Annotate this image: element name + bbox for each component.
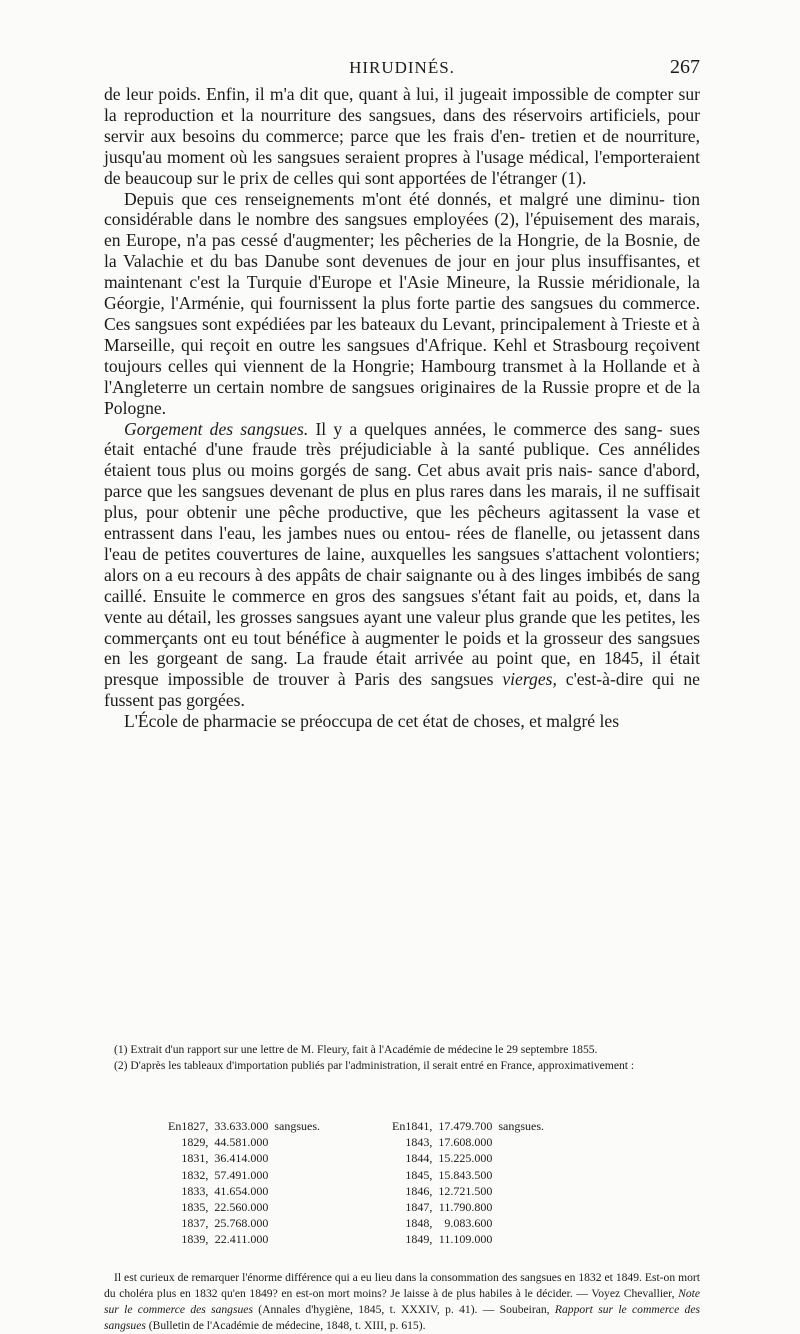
closing-footnote: [104, 1270, 700, 1334]
year-cell: 1833,: [181, 1183, 209, 1198]
count-cell: 9.083.600: [444, 1216, 493, 1231]
text-line: de leur poids. Enfin, il m'a dit que, quant à lui, il jugeait impossible de: [104, 84, 611, 104]
year-cell: 1847,: [405, 1200, 433, 1215]
section-heading: Gorgement des sangsues.: [124, 418, 309, 439]
year-cell: 1843,: [405, 1135, 433, 1150]
year-cell: 1839,: [181, 1232, 209, 1247]
table-row: [168, 1150, 544, 1166]
text-line: viennent de la Hongrie; Hambourg transmet à la Hollande et à l'Angleterre: [104, 355, 701, 397]
text-line: pêcheurs agitassent la vase et entrassent dans l'eau, les jambes nues ou entou-: [104, 502, 700, 544]
year-prefix-cell: [168, 1150, 181, 1166]
year-prefix-cell: [392, 1183, 405, 1199]
table-row: [168, 1199, 544, 1215]
closing-note-text: Il est curieux de remarquer l'énorme différence qui a eu lieu dans la consommation des sangsues en 1832 et 1849. Est-on mort du choléra plus en 1832 qu'en 1849? en est-on mort moins? Je laisse à de plus habiles à le décider. — Voyez Chevallier,: [104, 1271, 700, 1300]
year-cell: 1832,: [181, 1167, 209, 1182]
text-line: marais, il ne suffisait plus, pour obtenir une pêche productive, que les: [104, 481, 700, 523]
count-cell: 11.109.000: [438, 1232, 493, 1247]
year-prefix-cell: [168, 1199, 181, 1215]
unit-cell: [498, 1199, 544, 1215]
count-cell: 36.414.000: [214, 1151, 269, 1166]
text-line: Pologne.: [104, 397, 167, 418]
table-row: [168, 1215, 544, 1231]
count-cell: 57.491.000: [214, 1167, 269, 1182]
text-line: tretien et de nourriture, jusqu'au moment où les sangsues seraient propres à: [104, 125, 700, 167]
reference-source: (Annales d'hygiène, 1845, t. XXXIV, p. 41). — Soubeiran,: [258, 1303, 550, 1316]
reference-title: Rapport sur le commerce des sangsues: [104, 1303, 700, 1332]
table-row: [168, 1167, 544, 1183]
text-line: les bateaux du Levant, principalement à Trieste et à Marseille, qui reçoit en: [104, 313, 700, 355]
year-cell: 1827,: [181, 1119, 209, 1133]
count-cell: 44.581.000: [214, 1135, 269, 1150]
year-prefix-cell: [168, 1167, 181, 1183]
year-cell: 1829,: [181, 1135, 209, 1150]
year-prefix-cell: [168, 1183, 181, 1199]
unit-cell: [498, 1150, 544, 1166]
count-cell: 17.608.000: [438, 1135, 493, 1150]
text-line: artificiels, pour servir aux besoins du commerce; parce que les frais d'en-: [104, 104, 700, 146]
page-number: 267: [670, 56, 700, 78]
unit-cell: [498, 1231, 544, 1247]
text-line: plus forte partie des sangsues du commerce. Ces sangsues sont expédiées par: [104, 293, 700, 334]
year-cell: 1845,: [405, 1167, 433, 1182]
text-line: Mineure, la Russie méridionale, la Géorgie, l'Arménie, qui fournissent la: [104, 272, 700, 314]
table-row: [168, 1134, 544, 1150]
text-line: 1845, il était presque impossible de trouver à Paris des sangsues: [104, 648, 700, 690]
unit-cell: [498, 1167, 544, 1183]
unit-cell: [274, 1134, 392, 1150]
footnotes: [104, 1042, 700, 1074]
year-prefix-cell: [392, 1134, 405, 1150]
year-prefix-cell: En: [168, 1119, 182, 1133]
unit-cell: [274, 1199, 392, 1215]
body-text: [104, 84, 700, 732]
count-cell: 15.843.500: [438, 1167, 493, 1182]
count-cell: 41.654.000: [214, 1183, 269, 1198]
count-cell: 22.411.000: [214, 1232, 269, 1247]
footnote-2: (2) D'après les tableaux d'importation publiés par l'administration, il serait entré en France, approximativement :: [114, 1059, 635, 1072]
year-prefix-cell: [392, 1167, 405, 1183]
text-line: des marais, en Europe, n'a pas cessé d'augmenter; les pêcheries de la Hongrie,: [104, 209, 700, 251]
paragraph: [104, 419, 700, 712]
year-prefix-cell: [392, 1199, 405, 1215]
italic-word: vierges,: [502, 669, 557, 690]
text-line: auxquelles les sangsues s'attachent volontiers; alors on a eu recours à des: [104, 543, 700, 585]
text-line: sance d'abord, parce que les sangsues devenant de plus en plus rares dans les: [104, 460, 700, 502]
paragraph: [104, 189, 700, 419]
table-row: [168, 1118, 544, 1134]
page-header: [104, 58, 700, 86]
unit-cell: [498, 1215, 544, 1231]
count-cell: 12.721.500: [438, 1183, 493, 1198]
year-cell: 1846,: [405, 1183, 433, 1198]
text-line: compter sur la reproduction et la nourriture des sangsues, dans des réservoirs: [104, 84, 701, 125]
table-row: [168, 1183, 544, 1199]
text-line: un certain nombre de sangsues originaires de la Russie propre et de la: [193, 376, 701, 397]
paragraph: [104, 84, 700, 189]
text-line: détail, les grosses sangsues ayant une valeur plus grande que les petites, les: [167, 606, 700, 627]
text-line: l'usage médical, l'emporteraient de beaucoup sur le prix de celles qui sont: [104, 146, 700, 188]
text-line: jour plus insuffisantes, et maintenant c'est la Turquie d'Europe et l'Asie: [104, 251, 700, 293]
text-line: tion considérable dans le nombre des sangsues employées (2), l'épuisement: [104, 188, 700, 230]
text-line: annélides étaient tous plus ou moins gorgés de sang. Cet abus avait pris nais-: [104, 439, 700, 481]
running-title: HIRUDINÉS.: [349, 58, 455, 77]
text-line: apportées de l'étranger (1).: [398, 167, 587, 188]
year-prefix-cell: En: [392, 1119, 406, 1133]
year-cell: 1848,: [405, 1216, 433, 1231]
footnote-1: (1) Extrait d'un rapport sur une lettre de M. Fleury, fait à l'Académie de médecine le 29 septembre 1855.: [114, 1043, 598, 1056]
unit-cell: sangsues.: [498, 1119, 545, 1133]
text-line: appâts de chair saignante ou à des linges imbibés de sang caillé. Ensuite le: [104, 564, 700, 606]
count-cell: 22.560.000: [214, 1200, 269, 1215]
paragraph: [104, 711, 700, 732]
table-row: [168, 1231, 544, 1247]
count-cell: 15.225.000: [438, 1151, 493, 1166]
reference-source: (Bulletin de l'Académie de médecine, 1848, t. XIII, p. 615).: [148, 1319, 426, 1332]
unit-cell: [274, 1150, 392, 1166]
text-line: commerce en gros des sangsues s'étant fait au poids, et, dans la vente au: [104, 585, 700, 627]
year-prefix-cell: [168, 1215, 181, 1231]
text-line: c'est-à-dire qui ne fussent pas gorgées.: [104, 669, 700, 711]
text-line: rées de flanelle, ou jetassent dans l'eau de petites couvertures de laine,: [104, 523, 701, 564]
year-cell: 1831,: [181, 1151, 209, 1166]
reference-title: Note sur le commerce des sangsues: [104, 1287, 700, 1316]
text-line: de la Bosnie, de la Valachie et du bas Danube sont devenues de jour en: [104, 230, 700, 272]
year-cell: 1837,: [181, 1216, 209, 1231]
import-statistics-body: [168, 1118, 544, 1248]
year-prefix-cell: [168, 1231, 181, 1247]
count-cell: 17.479.700: [438, 1119, 493, 1133]
unit-cell: [274, 1167, 392, 1183]
text-line: Depuis que ces renseignements m'ont été donnés, et malgré une diminu-: [124, 188, 665, 209]
unit-cell: [498, 1183, 544, 1199]
count-cell: 11.790.800: [438, 1200, 493, 1215]
year-prefix-cell: [168, 1134, 181, 1150]
year-cell: 1849,: [405, 1232, 433, 1247]
year-prefix-cell: [392, 1231, 405, 1247]
text-line: sues était entaché d'une fraude très préjudiciable à la santé publique. Ces: [104, 418, 701, 460]
year-prefix-cell: [392, 1150, 405, 1166]
unit-cell: [274, 1183, 392, 1199]
count-cell: 33.633.000: [214, 1119, 269, 1133]
text-line: L'École de pharmacie se préoccupa de cet état de choses, et malgré les: [124, 711, 620, 732]
count-cell: 25.768.000: [214, 1216, 269, 1231]
unit-cell: [498, 1134, 544, 1150]
year-cell: 1841,: [405, 1119, 433, 1133]
unit-cell: sangsues.: [274, 1119, 321, 1133]
unit-cell: [274, 1215, 392, 1231]
unit-cell: [274, 1231, 392, 1247]
text-line: outre les sangsues d'Afrique. Kehl et Strasbourg reçoivent toujours celles qui: [104, 334, 700, 376]
import-statistics-table: [168, 1118, 544, 1248]
text-line: commerçants ont eu tout bénéfice à augmenter le poids et la grosseur des: [104, 627, 632, 648]
year-cell: 1844,: [405, 1151, 433, 1166]
text-line: Il y a quelques années, le commerce des sang-: [315, 418, 663, 439]
year-cell: 1835,: [181, 1200, 209, 1215]
text-line: sangsues en les gorgeant de sang. La fraude était arrivée au point que, en: [104, 627, 700, 669]
year-prefix-cell: [392, 1215, 405, 1231]
